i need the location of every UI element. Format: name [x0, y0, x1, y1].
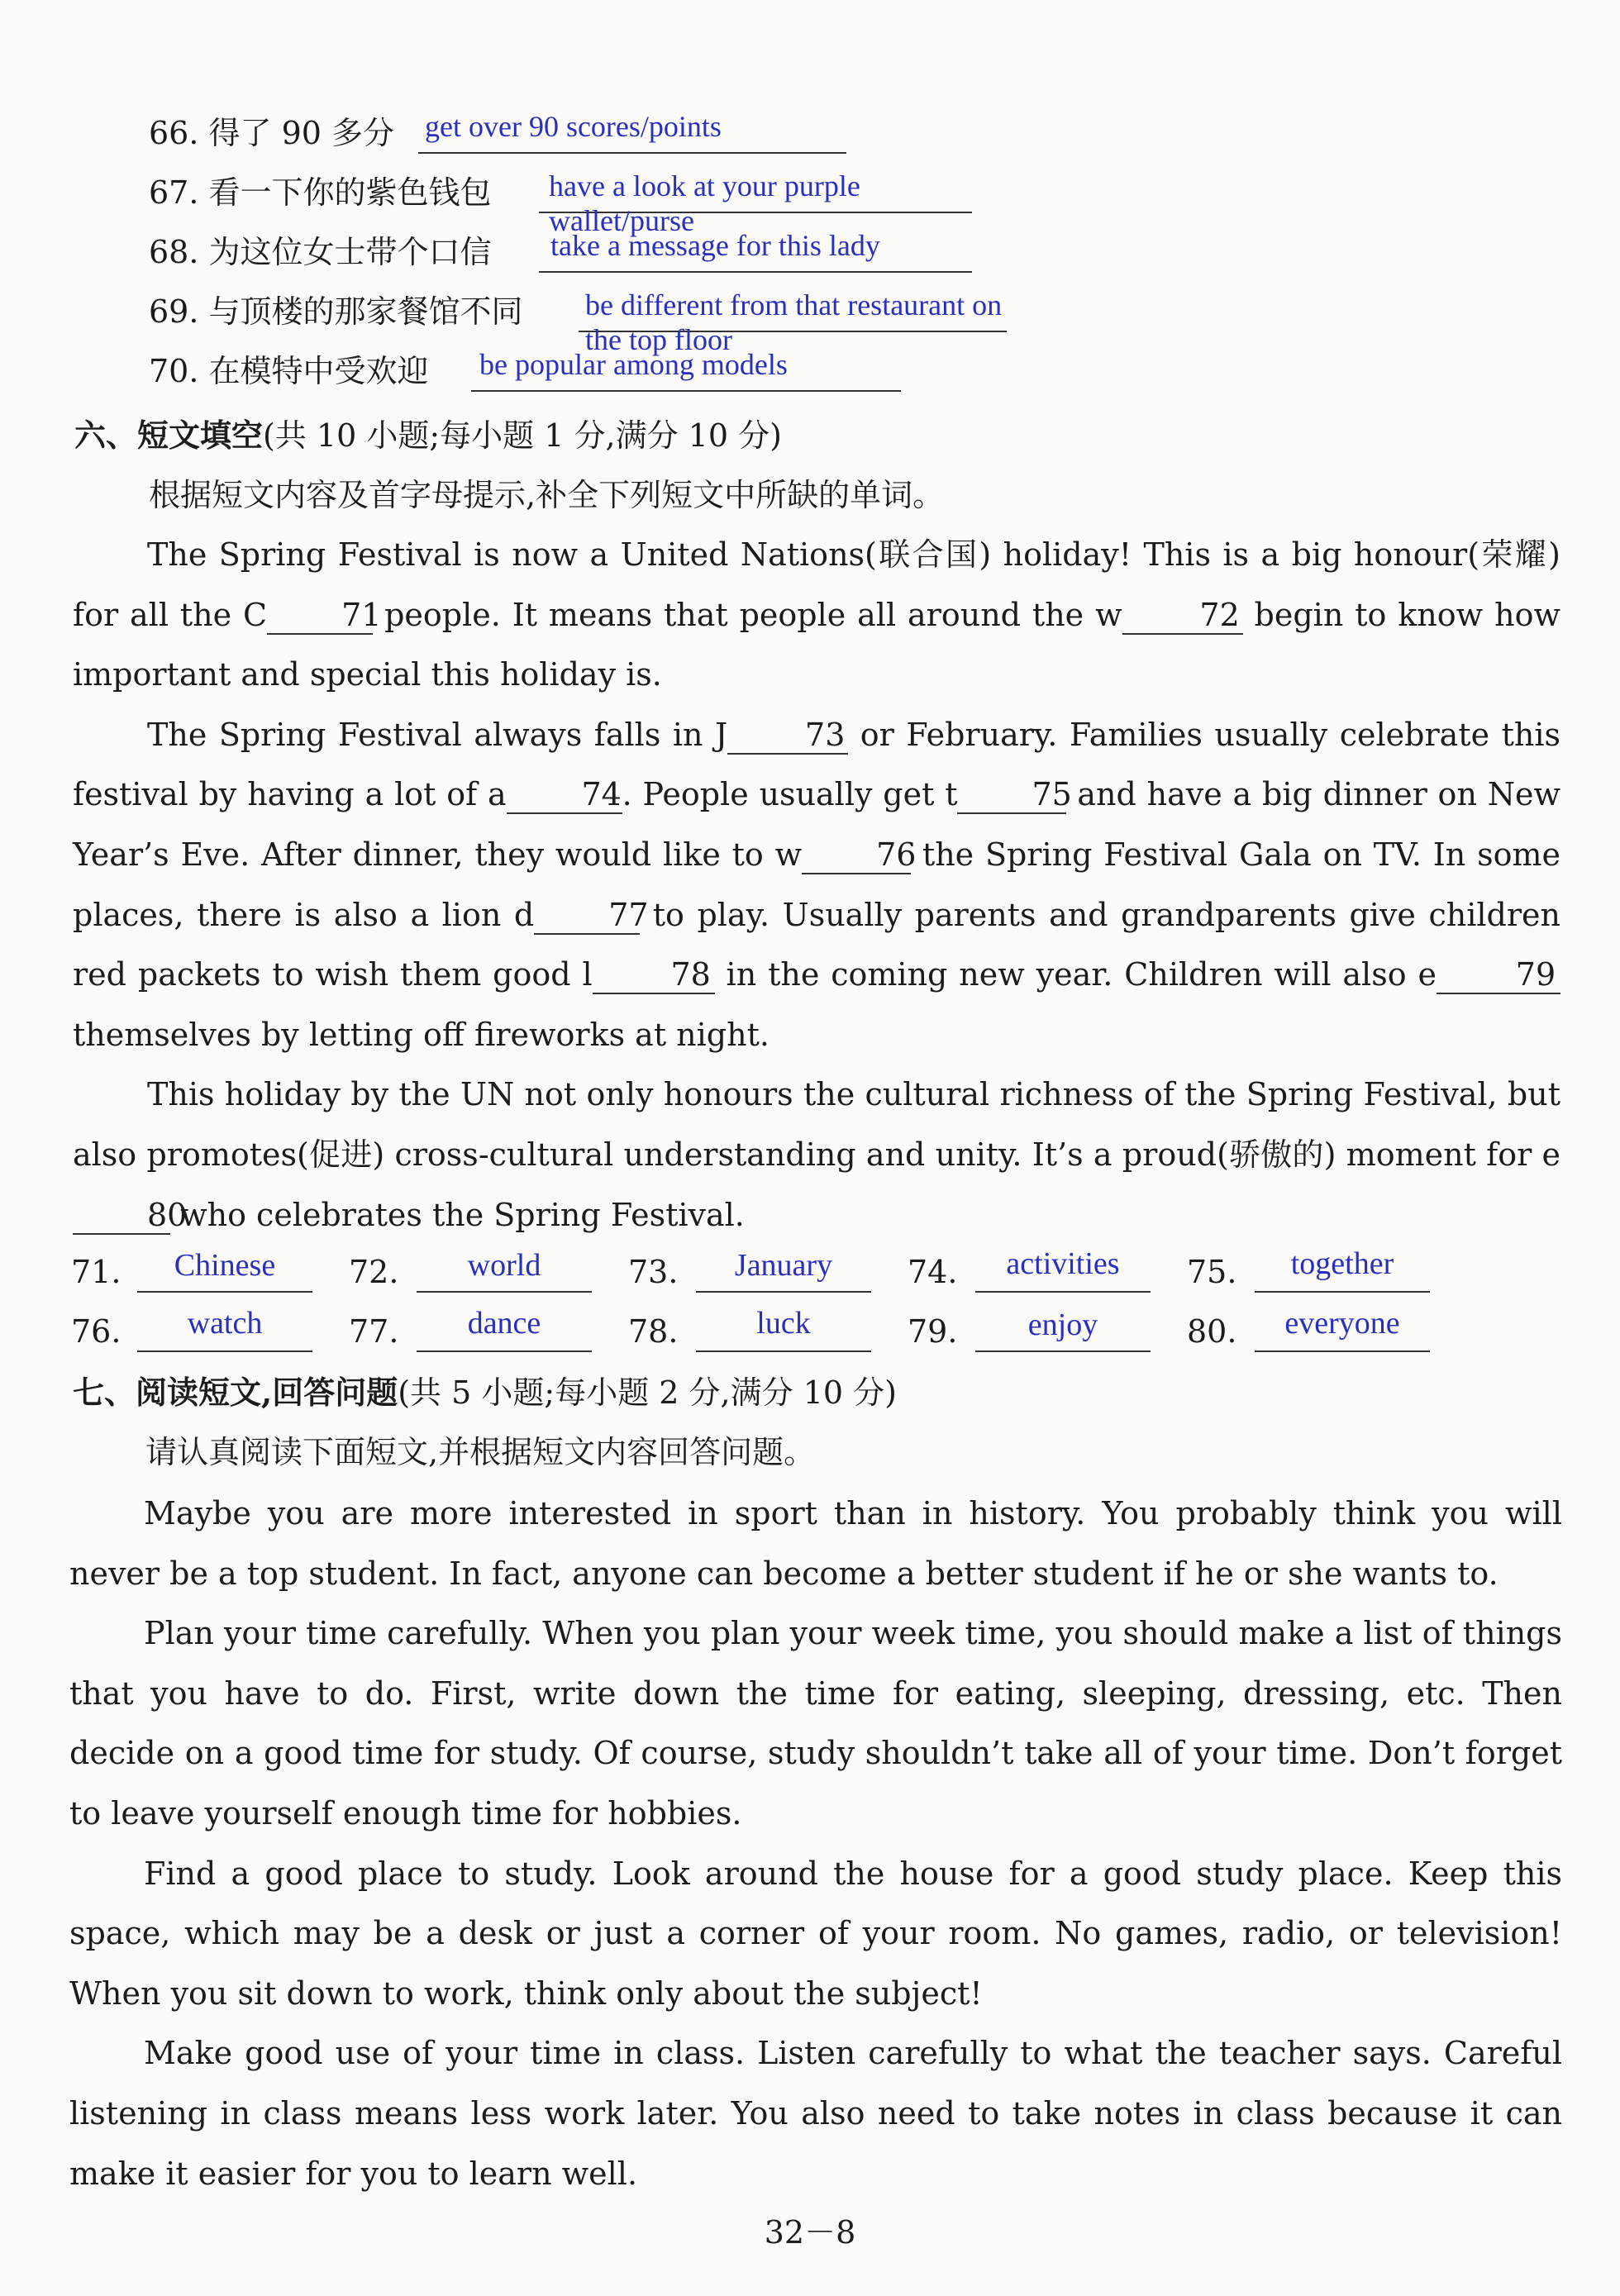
text: to play. Usually parents and grandparents give children red packets to wish them good l — [73, 896, 1560, 993]
answer-blank-76 — [137, 1306, 312, 1352]
blank-76: 76 — [802, 836, 911, 874]
answer-blank-69 — [579, 288, 1007, 356]
answer-number: 80. — [1187, 1313, 1237, 1350]
blank-71: 71 — [267, 597, 373, 635]
handwritten-answer: dance — [467, 1306, 541, 1341]
score-note: (共 10 小题;每小题 1 分,满分 10 分) — [263, 417, 782, 454]
blank-77: 77 — [534, 897, 640, 935]
handwritten-answer: everyone — [1284, 1306, 1400, 1341]
handwritten-answer: get over 90 scores/points — [425, 110, 722, 143]
answer-blank-78 — [696, 1306, 871, 1352]
item-number: 69. — [149, 293, 199, 330]
blank-79: 79 — [1437, 956, 1560, 994]
text: The Spring Festival always falls in J — [147, 716, 728, 753]
answer-blank-67 — [539, 169, 972, 237]
text: in the coming new year. Children will also e — [726, 956, 1437, 993]
answer-blank-72 — [417, 1250, 592, 1293]
handwritten-answer: activities — [1006, 1246, 1120, 1281]
answer-blank-74 — [975, 1246, 1151, 1293]
handwritten-answer: January — [734, 1248, 833, 1283]
handwritten-answer: Chinese — [174, 1248, 276, 1283]
score-note: (共 5 小题;每小题 2 分,满分 10 分) — [398, 1374, 897, 1411]
answer-number: 72. — [349, 1254, 399, 1290]
section-title: 六、短文填空 — [74, 417, 264, 454]
item-67 — [149, 170, 492, 215]
handwritten-answer: world — [467, 1248, 541, 1283]
handwritten-answer: together — [1290, 1246, 1394, 1281]
answer-blank-80 — [1255, 1306, 1430, 1352]
item-number: 66. — [149, 115, 199, 151]
cloze-passage — [73, 525, 1560, 1245]
answer-blank-73 — [696, 1250, 871, 1293]
handwritten-answer: have a look at your purple wallet/purse — [549, 169, 860, 237]
blank-78: 78 — [593, 956, 715, 994]
answer-number: 76. — [71, 1313, 122, 1350]
reading-paragraph-2: Plan your time carefully. When you plan your week time, you should make a list of things that you have to do. First, write down the time for eating, sleeping, dressing, etc. Then decide on a good time for study. Of course, study shouldn’t take all of your time. Don’t forget to leave yourself enough time for hobbies. — [69, 1615, 1562, 1832]
answer-number: 74. — [908, 1254, 958, 1290]
section-6-instruction: 根据短文内容及首字母提示,补全下列短文中所缺的单词。 — [149, 477, 945, 513]
answer-number: 77. — [349, 1313, 399, 1350]
handwritten-answer: be different from that restaurant on the top floor — [585, 288, 1003, 356]
text: and have a big dinner on New Year’s Eve. After dinner, they would like to w — [73, 776, 1561, 873]
answer-blank-79 — [975, 1309, 1151, 1352]
answer-number: 71. — [71, 1254, 122, 1290]
section-7-instruction: 请认真阅读下面短文,并根据短文内容回答问题。 — [145, 1434, 816, 1470]
handwritten-answer: take a message for this lady — [550, 229, 880, 262]
page-number: 32－8 — [764, 2214, 856, 2251]
text: the Spring Festival Gala on TV. In some places, there is also a lion d — [73, 836, 1560, 933]
item-prompt: 得了 90 多分 — [208, 115, 395, 151]
text: or February. Families usually celebrate this festival by having a lot of a — [73, 716, 1560, 813]
section-title: 七、阅读短文,回答问题 — [73, 1374, 398, 1411]
handwritten-answer: enjoy — [1027, 1308, 1098, 1342]
text: themselves by letting off fireworks at night. — [73, 1016, 770, 1053]
handwritten-answer: luck — [756, 1306, 811, 1341]
blank-75: 75 — [957, 776, 1066, 814]
item-number: 70. — [149, 353, 199, 389]
reading-paragraph-4: Make good use of your time in class. Listen carefully to what the teacher says. Careful listening in class means less work later. You also need to take notes in class because it can make it easier for you to learn well. — [69, 2035, 1562, 2192]
answer-number: 78. — [628, 1313, 679, 1350]
item-68 — [149, 230, 492, 274]
answer-blank-70 — [471, 348, 901, 392]
text: begin to know how important and special this holiday is. — [73, 596, 1560, 693]
item-69 — [149, 289, 523, 334]
text: The Spring Festival is now a United Nations(联合国) holiday! This is a big honour(荣耀) for all the C — [73, 536, 1560, 633]
item-prompt: 为这位女士带个口信 — [208, 234, 492, 270]
blank-73: 73 — [727, 717, 848, 755]
item-number: 67. — [149, 174, 199, 211]
item-prompt: 看一下你的紫色钱包 — [208, 174, 492, 211]
item-number: 68. — [149, 234, 199, 270]
reading-paragraph-3: Find a good place to study. Look around the house for a good study place. Keep this space, which may be a desk or just a corner of your room. No games, radio, or television! When you sit down to work, think only about the subject! — [69, 1855, 1562, 2012]
answer-blank-68 — [539, 229, 972, 273]
reading-paragraph-1: Maybe you are more interested in sport than in history. You probably think you will never be a top student. In fact, anyone can become a better student if he or she wants to. — [69, 1495, 1562, 1592]
handwritten-answer: watch — [187, 1306, 263, 1341]
cloze-paragraph-3 — [73, 1065, 1560, 1245]
blank-80: 80 — [73, 1197, 170, 1235]
answer-number: 73. — [628, 1254, 679, 1290]
text: . People usually get t — [622, 776, 958, 813]
cloze-paragraph-2 — [73, 705, 1560, 1065]
item-prompt: 与顶楼的那家餐馆不同 — [208, 293, 523, 330]
text: This holiday by the UN not only honours the cultural richness of the Spring Festival, but also promotes(促进) cross-cultural understanding and unity. It’s a proud(骄傲的) moment for e — [73, 1076, 1560, 1173]
answer-number: 75. — [1187, 1254, 1237, 1290]
reading-passage — [69, 1484, 1562, 2203]
answer-number: 79. — [908, 1313, 958, 1350]
section-6-heading — [74, 413, 782, 458]
answer-blank-71 — [137, 1250, 312, 1293]
text: people. It means that people all around the w — [384, 596, 1122, 633]
item-66 — [149, 111, 394, 155]
answer-blank-77 — [417, 1306, 592, 1352]
handwritten-answer: be popular among models — [479, 348, 788, 381]
item-prompt: 在模特中受欢迎 — [208, 353, 429, 389]
text: who celebrates the Spring Festival. — [180, 1196, 745, 1233]
item-70 — [149, 349, 429, 393]
blank-72: 72 — [1122, 597, 1243, 635]
cloze-paragraph-1 — [73, 525, 1560, 705]
answer-blank-66 — [418, 110, 846, 154]
answer-blank-75 — [1255, 1246, 1430, 1293]
blank-74: 74 — [507, 776, 622, 814]
section-7-heading — [73, 1370, 897, 1415]
